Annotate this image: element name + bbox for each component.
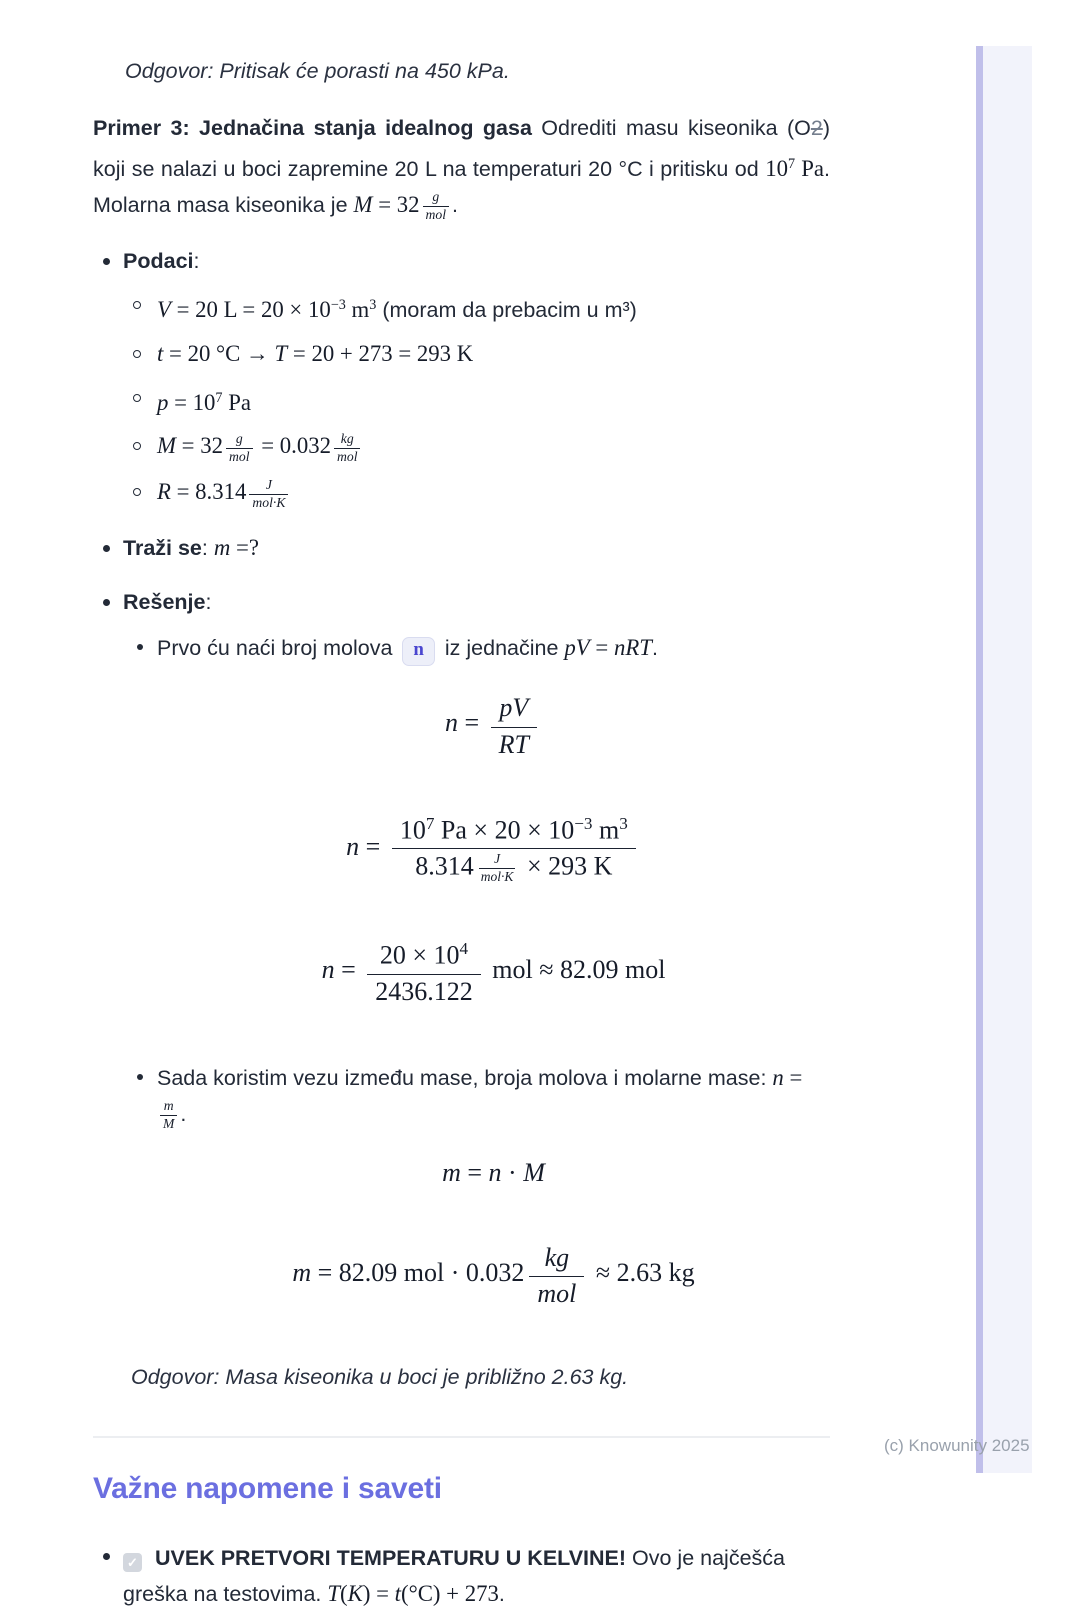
bullet-circle-icon [133,301,141,309]
bullet-circle-icon [133,488,141,496]
fraction: $\frac{m}{M}$ [160,1099,177,1132]
bullet-disc-icon [137,1074,143,1080]
bullet-resenje: Rešenje: [93,586,830,618]
bullet-disc-icon [137,644,143,650]
checkbox-icon: ✓ [123,1553,142,1572]
equation-mass-result: m = 82.09 mol · 0.032 $\frac{kg}{\text{mol}}$ ≈ 2.63 kg [292,1242,695,1309]
podaci-label: Podaci: [123,248,200,273]
bullet-trazi-se: Traži se: m =? [93,532,830,564]
bullet-disc-icon [103,599,110,606]
answer-previous-example: Odgovor: Pritisak će porasti na 450 kPa. [125,59,510,83]
fraction: $\frac{kg}{\text{mol}}$ [529,1242,584,1308]
fraction: $\frac{J}{\text{mol·K}}$ [480,851,514,884]
equation-n-result: n = $\frac{20 \times 10^4}{2436.122}$ mol ≈ 82.09 mol [321,939,666,1006]
bullet-disc-icon [103,1553,110,1560]
bullet-disc-icon [103,258,110,265]
answer-final: Odgovor: Masa kiseonika u boci je približno 2.63 kg. [131,1365,629,1390]
equation-n-formula: n = $\frac{pV}{RT}$ [157,692,830,758]
fraction: $\frac{g}{\text{mol}}$ [423,190,449,223]
page-edge-panel [983,46,1032,1473]
document-page [93,0,830,1612]
bullet-disc-icon [103,545,110,552]
fraction: $\frac{pV}{RT}$ [491,692,537,758]
notes-section-heading: Važne napomene i saveti [93,1472,442,1506]
bullet-podaci [93,245,830,277]
equation-n-substituted: n = $10^7$ $Pa \times 20 \times 10^{-3}$ $m^3$ 8.314 $\frac{J}{\text{mol·K}}$ × 293 K [157,813,830,885]
list-item-pressure: $p = 10^7$ Pa [93,382,830,419]
fraction: $\frac{20 \times 10^4}{2436.122}$ [367,938,481,1006]
page-edge-line [976,46,983,1473]
list-item-gas-constant: R = 8.314 $\frac{J}{\text{mol·K}}$ [93,476,830,510]
list-item-volume: V = 20 $L = 20 \times 10^{-3}$ $m^3$ (moram da prebacim u m³) [93,289,830,326]
bullet-circle-icon [133,350,141,358]
note-item-kelvin: ✓ UVEK PRETVORI TEMPERATURU U KELVINE! Ovo je najčešća greška na testovima. T(K) = t(°C) + 273. [93,1540,830,1612]
list-item-temperature: t = 20 °C → T = 20 + 273 = 293 K [93,338,830,370]
section-divider [93,1436,830,1438]
copyright-watermark: (c) Knowunity 2025 [884,1436,1030,1455]
fraction: $\frac{J}{\text{mol·K}}$ [249,478,288,511]
equation-mass-formula: m = n · M [442,1157,545,1187]
inline-code-chip: n [402,637,435,666]
bullet-circle-icon [133,442,141,450]
primer3-problem-statement: Primer 3: Jednačina stanja idealnog gasa Odrediti masu kiseonika (O2) koji se nalazi u boci zapremine 20 L na temperaturi 20 °C i pritisku od $10^7$ Pa. Molarna masa kiseonika je M = 32 $\frac{g}{\text{mol}}$ . [93,116,830,222]
solution-step-2: Sada koristim vezu između mase, broja molova i molarne mase: n = $\frac{m}{M}$ . [93,1060,830,1132]
solution-step-1: Prvo ću naći broj molova n iz jednačine pV = nRT. [93,630,830,666]
bullet-circle-icon [133,394,141,402]
fraction: $\frac{kg}{\text{mol}}$ [334,432,360,465]
fraction: $\frac{g}{\text{mol}}$ [226,432,252,465]
fraction: $10^7$ $Pa \times 20 \times 10^{-3}$ $m^3$ 8.314 $\frac{J}{\text{mol·K}}$ × 293 K [392,813,636,885]
list-item-molar-mass: M = 32 $\frac{g}{\text{mol}}$ = 0.032 $\frac{kg}{\text{mol}}$ [93,430,830,464]
